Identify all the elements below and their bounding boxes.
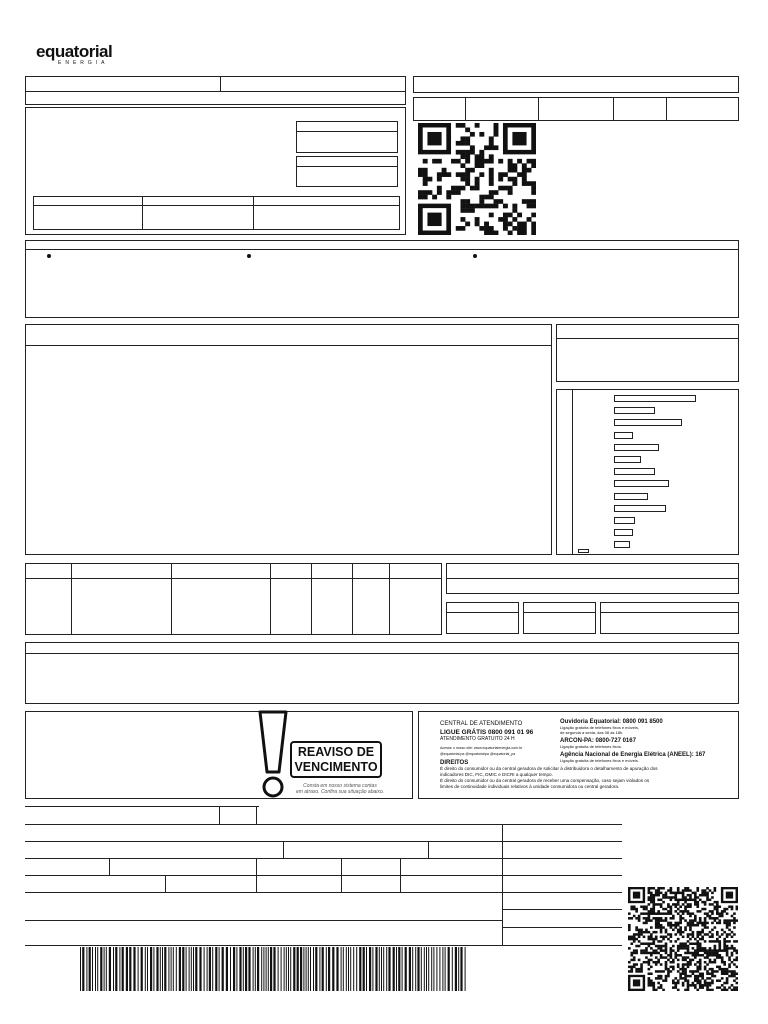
barcode-bar (319, 947, 320, 991)
history-bar (614, 419, 682, 426)
barcode-bar (153, 947, 154, 991)
barcode-bar (104, 947, 105, 991)
history-bar (614, 517, 635, 524)
barcode-bar (255, 947, 256, 991)
barcode-bar (266, 947, 267, 991)
barcode-bar (189, 947, 190, 991)
barcode-bar (86, 947, 87, 991)
barcode-bar (133, 947, 135, 991)
barcode-bar (245, 947, 247, 991)
barcode-bar (207, 947, 208, 991)
central-title: CENTRAL DE ATENDIMENTO (440, 721, 523, 727)
barcode-bar (273, 947, 275, 991)
barcode-bar (396, 947, 397, 991)
reaviso-line-2: VENCIMENTO (294, 760, 378, 774)
barcode-bar (336, 947, 338, 991)
barcode-bar (445, 947, 446, 991)
reaviso-badge (290, 741, 382, 778)
barcode-bar (431, 947, 432, 991)
barcode-bar (100, 947, 102, 991)
reaviso-note: Consta em nosso sistema contas em atraso. Confira sua situação abaixo. (295, 783, 385, 795)
history-bar (614, 468, 655, 475)
barcode-bar (150, 947, 152, 991)
barcode-bar (433, 947, 434, 991)
barcode-bar (138, 947, 139, 991)
barcode-bar (436, 947, 437, 991)
barcode-bar (179, 947, 181, 991)
field-box-2 (296, 156, 398, 187)
barcode-bar (156, 947, 158, 991)
barcode-bar (306, 947, 307, 991)
bullet-2 (247, 254, 251, 258)
barcode-bar (80, 947, 81, 991)
barcode-bar (393, 947, 395, 991)
barcode-bar (448, 947, 450, 991)
barcode-bar (173, 947, 174, 991)
barcode-bar (372, 947, 373, 991)
barcode-bar (424, 947, 425, 991)
pix-qr-code (418, 123, 536, 235)
barcode-bar (348, 947, 349, 991)
ligue-gratis: LIGUE GRÁTIS 0800 091 01 96 (440, 729, 534, 736)
barcode-bar (193, 947, 194, 991)
barcode-bar (182, 947, 184, 991)
barcode-bar (176, 947, 177, 991)
barcode-bar (386, 947, 387, 991)
reading-field-2 (523, 602, 596, 634)
barcode-bar (263, 947, 264, 991)
barcode-bar (147, 947, 148, 991)
barcode-bar (303, 947, 304, 991)
barcode-bar (412, 947, 413, 991)
ouvidoria-info: Ouvidoria Equatorial: 0800 091 8500 Ligação gratuita de telefones fixos e móveis, de segunda a sexta, das 08 às 18h. ARCON-PA: 0800-727 0167 Ligação gratuita de telefones fixos. Agência Nacional de Energia Elétrica (ANEEL): 167 Ligação gratuita de telefones fixos e móveis. (560, 719, 735, 763)
barcode-bar (442, 947, 443, 991)
barcode-bar (409, 947, 411, 991)
barcode-bar (82, 947, 84, 991)
barcode-bar (253, 947, 254, 991)
history-bar (614, 407, 655, 414)
barcode-bar (215, 947, 217, 991)
barcode-bar (428, 947, 429, 991)
barcode-bar (300, 947, 302, 991)
barcode-bar (278, 947, 279, 991)
reaviso-line-1: REAVISO DE (297, 745, 375, 759)
barcode-bar (350, 947, 351, 991)
barcode-bar (230, 947, 231, 991)
barcode-bar (226, 947, 228, 991)
barcode-bar (186, 947, 187, 991)
barcode-bar (106, 947, 107, 991)
barcode-bar (439, 947, 440, 991)
history-bar (614, 456, 641, 463)
social-handles: @equatorial.pa @equatorialpa @equatorial_pa (440, 752, 516, 756)
barcode-bar (113, 947, 114, 991)
barcode-bar (122, 947, 124, 991)
barcode-bar (195, 947, 197, 991)
barcode-bar (353, 947, 354, 991)
barcode-bar (257, 947, 259, 991)
barcode-bar (388, 947, 390, 991)
barcode-bar (366, 947, 367, 991)
barcode-bar (356, 947, 357, 991)
barcode-bar (452, 947, 453, 991)
barcode-bar (243, 947, 244, 991)
barcode-bar (281, 947, 282, 991)
reading-field-1 (446, 602, 519, 634)
barcode-bar (458, 947, 459, 991)
barcode-bar (97, 947, 98, 991)
reading-field-3 (600, 602, 739, 634)
bill-summary-row (413, 97, 739, 121)
barcode-bar (209, 947, 211, 991)
barcode-bar (405, 947, 407, 991)
history-legend-mark (578, 549, 589, 553)
barcode-bar (343, 947, 344, 991)
barcode-bar (286, 947, 287, 991)
classification-table (33, 196, 400, 230)
barcode-bar (119, 947, 120, 991)
barcode-bar (141, 947, 143, 991)
barcode-bar (308, 947, 309, 991)
barcode-bar (261, 947, 262, 991)
barcode-bar (383, 947, 384, 991)
barcode-bar (359, 947, 361, 991)
barcode-bar (421, 947, 422, 991)
barcode-bar (164, 947, 166, 991)
canais-text: Acesse o nosso site: www.equatorialenergia.com.br (440, 746, 523, 750)
barcode-bar (160, 947, 161, 991)
barcode-bar (293, 947, 295, 991)
barcode-bar (89, 947, 91, 991)
barcode-bar (328, 947, 330, 991)
central-atendimento (440, 721, 555, 757)
company-logo (36, 42, 112, 66)
barcode-bar (222, 947, 224, 991)
aneel-title: Agência Nacional de Energia Elétrica (ANEEL): 167 (560, 752, 706, 758)
barcode-bar (402, 947, 403, 991)
barcode-bar (248, 947, 250, 991)
field-box-1 (296, 121, 398, 153)
barcode-bar (341, 947, 342, 991)
barcode-bar (465, 947, 466, 991)
history-bar (614, 529, 633, 536)
barcode-bar (322, 947, 324, 991)
bullet-1 (47, 254, 51, 258)
history-bar (614, 541, 630, 548)
barcode-bar (270, 947, 272, 991)
taxes-table (25, 563, 442, 635)
barcode-bar (268, 947, 269, 991)
barcode-bar (346, 947, 347, 991)
barcode-bar (162, 947, 163, 991)
barcode-bar (417, 947, 419, 991)
barcode-bar (199, 947, 201, 991)
barcode-bar (92, 947, 93, 991)
barcode-bar (109, 947, 111, 991)
barcode-bar (379, 947, 380, 991)
barcode-bar (315, 947, 317, 991)
barcode-bar (126, 947, 128, 991)
history-bar (614, 505, 666, 512)
history-bar (614, 395, 696, 402)
barcode-bar (415, 947, 416, 991)
arcon-title: ARCON-PA: 0800-727 0167 (560, 738, 636, 744)
barcode-bar (168, 947, 169, 991)
barcode-bar (460, 947, 462, 991)
history-bar (614, 480, 669, 487)
barcode-bar (95, 947, 96, 991)
history-axis (572, 389, 573, 555)
notices-box (25, 240, 739, 318)
barcode-bar (363, 947, 365, 991)
barcode-bar (288, 947, 289, 991)
barcode-bar (313, 947, 314, 991)
barcode-bar (219, 947, 220, 991)
barcode-bar (233, 947, 235, 991)
ouvidoria-title: Ouvidoria Equatorial: 0800 091 8500 (560, 719, 663, 725)
bill-items-box (25, 324, 552, 555)
logo-subtitle: ENERGIA (58, 60, 109, 66)
barcode-bar (284, 947, 285, 991)
side-info-box (556, 324, 739, 382)
direitos-title: DIREITOS (440, 760, 469, 766)
barcode-bar (398, 947, 400, 991)
atendimento-24h: ATENDIMENTO GRATUITO 24 H (440, 736, 515, 742)
barcode-bar (426, 947, 427, 991)
barcode-bar (290, 947, 291, 991)
history-bar (614, 444, 659, 451)
barcode-bar (191, 947, 192, 991)
bullet-3 (473, 254, 477, 258)
slip-top-line (25, 806, 259, 807)
logo-wordmark: equatorial (36, 42, 113, 61)
barcode-bar (129, 947, 131, 991)
barcode-bar (145, 947, 146, 991)
history-bar (614, 493, 648, 500)
barcode-bar (212, 947, 213, 991)
barcode-bar (236, 947, 237, 991)
barcode-bar (332, 947, 334, 991)
barcode-bar (381, 947, 382, 991)
due-date-header (413, 76, 739, 93)
history-bar (614, 432, 633, 439)
barcode-bar (455, 947, 457, 991)
direitos-info: DIREITOS É direito do consumidor ou da central geradora de solicitar à distribuidora o detalhamento de apuração dos indicadores DIC, FIC, DMIC e DICRI a qualquer tempo. É direito do consumidor ou da central geradora de receber uma compensação, caso sejam violados os limites de continuidade individuais relativos à unidade consumidora ou central geradora. (440, 760, 736, 790)
barcode-bar (310, 947, 311, 991)
barcode (80, 947, 466, 996)
barcode-bar (204, 947, 205, 991)
barcode-bar (326, 947, 327, 991)
barcode-bar (239, 947, 241, 991)
barcode-bar (115, 947, 117, 991)
barcode-bar (369, 947, 371, 991)
barcode-bar (297, 947, 299, 991)
payment-qr-code (628, 887, 738, 991)
barcode-bar (171, 947, 172, 991)
barcode-bar (375, 947, 377, 991)
messages-box (25, 642, 739, 704)
